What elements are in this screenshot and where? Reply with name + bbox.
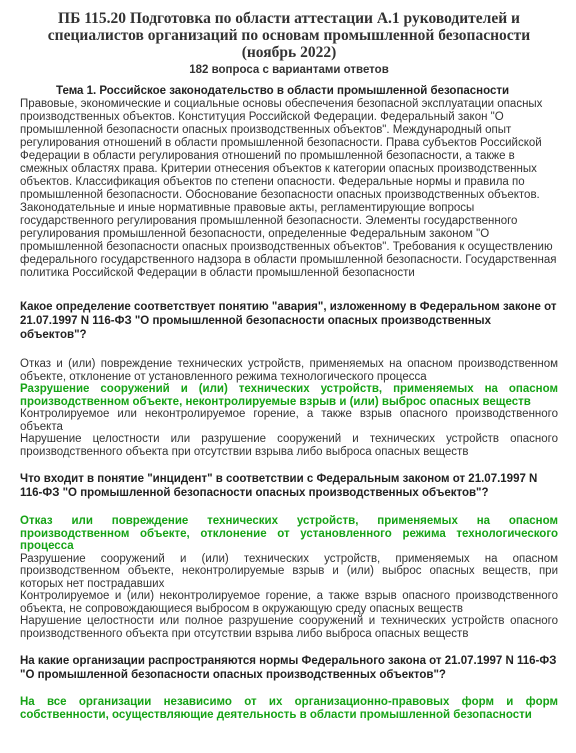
question-1-text: Какое определение соответствует понятию "авария", изложенному в Федеральном законе от 21.07.1997 N 116-ФЗ "О промышленной безопасности опасных производственных объектов"? bbox=[20, 301, 557, 341]
document-subtitle: 182 вопроса с вариантами ответов bbox=[189, 64, 389, 76]
question-3-text: На какие организации распространяются нормы Федерального закона от 21.07.1997 N 116-ФЗ "О промышленной безопасности опасных производственных объектов"? bbox=[20, 655, 557, 681]
question-block-1 bbox=[20, 300, 558, 458]
topic-description: Правовые, экономические и социальные основы обеспечения безопасной эксплуатации опасных производственных объектов. Конституция Российской Федерации. Федеральный закон "О промышленной безопасности опасных производственных объектов". Международный опыт регулирования отношений в области промышленной безопасности. Права субъектов Российской Федерации в области регулирования отношений по промышленной безопасности, а также в смежных областях права. Критерии отнесения объектов к категории опасных производственных объектов. Классификация объектов по степени опасности. Федеральные нормы и правила по промышленной безопасности. Обоснование безопасности опасных производственных объектов. Законодательные и иные нормативные правовые акты, регламентирующие вопросы государственного регулирования промышленной безопасности. Элементы государственного регулирования промышленной безопасности, определенные Федеральным законом "О промышленной безопасности опасных производственных объектов". Требования к осуществлению федерального государственного надзора в области промышленной безопасности. Государственная политика Российской Федерации в области промышленной безопасности bbox=[20, 98, 557, 279]
answer-option-correct: Разрушение сооружений и (или) технических устройств, применяемых на опасном производственном объекте, неконтролируемые взрыв и (или) выброс опасных веществ bbox=[20, 383, 558, 408]
document-header bbox=[20, 10, 558, 77]
answer-option: Разрушение сооружений и (или) технических устройств, применяемых на опасном производственном объекте, неконтролируемые взрыв и (или) выброс опасных веществ, при которых нет пострадавших bbox=[20, 552, 558, 590]
question-2-text: Что входит в понятие "инцидент" в соответствии с Федеральным законом от 21.07.1997 N 116-ФЗ "О промышленной безопасности опасных производственных объектов"? bbox=[20, 473, 538, 499]
answer-option: Контролируемое и (или) неконтролируемое горение, а также взрыв опасного производственного объекта, не сопровождающиеся выбросом в окружающую среду опасных веществ bbox=[20, 590, 558, 615]
answer-option: Нарушение целостности или полное разрушение сооружений и технических устройств опасного производственного объекта при отсутствии взрыва либо выброса опасных веществ bbox=[20, 615, 558, 640]
question-block-3 bbox=[20, 654, 558, 721]
answer-option-correct: Отказ или повреждение технических устройств, применяемых на опасном производственном объекте, отклонение от установленного режима технологического процесса bbox=[20, 515, 558, 552]
document-title: ПБ 115.20 Подготовка по области аттестации А.1 руководителей и специалистов организаций по основам промышленной безопасности (ноябрь 2022) bbox=[47, 10, 531, 61]
question-3-answers bbox=[20, 696, 558, 721]
topic-heading: Тема 1. Российское законодательство в области промышленной безопасности bbox=[56, 85, 510, 97]
answer-option: Отказ и (или) повреждение технических устройств, применяемых на опасном производственном объекте, отклонение от установленного режима технологического процесса bbox=[20, 358, 558, 383]
question-1-answers bbox=[20, 358, 558, 458]
top-cut-off-strip bbox=[0, 0, 576, 6]
answer-option-correct: На все организации независимо от их организационно-правовых форм и форм собственности, осуществляющие деятельность в области промышленной безопасности bbox=[20, 696, 558, 721]
question-block-2 bbox=[20, 472, 558, 640]
answer-option: Нарушение целостности или разрушение сооружений и технических устройств опасного производственного объекта при отсутствии взрыва либо выброса опасных веществ bbox=[20, 433, 558, 458]
question-2-answers bbox=[20, 515, 558, 640]
answer-option: Контролируемое или неконтролируемое горение, а также взрыв опасного производственного объекта bbox=[20, 408, 558, 433]
